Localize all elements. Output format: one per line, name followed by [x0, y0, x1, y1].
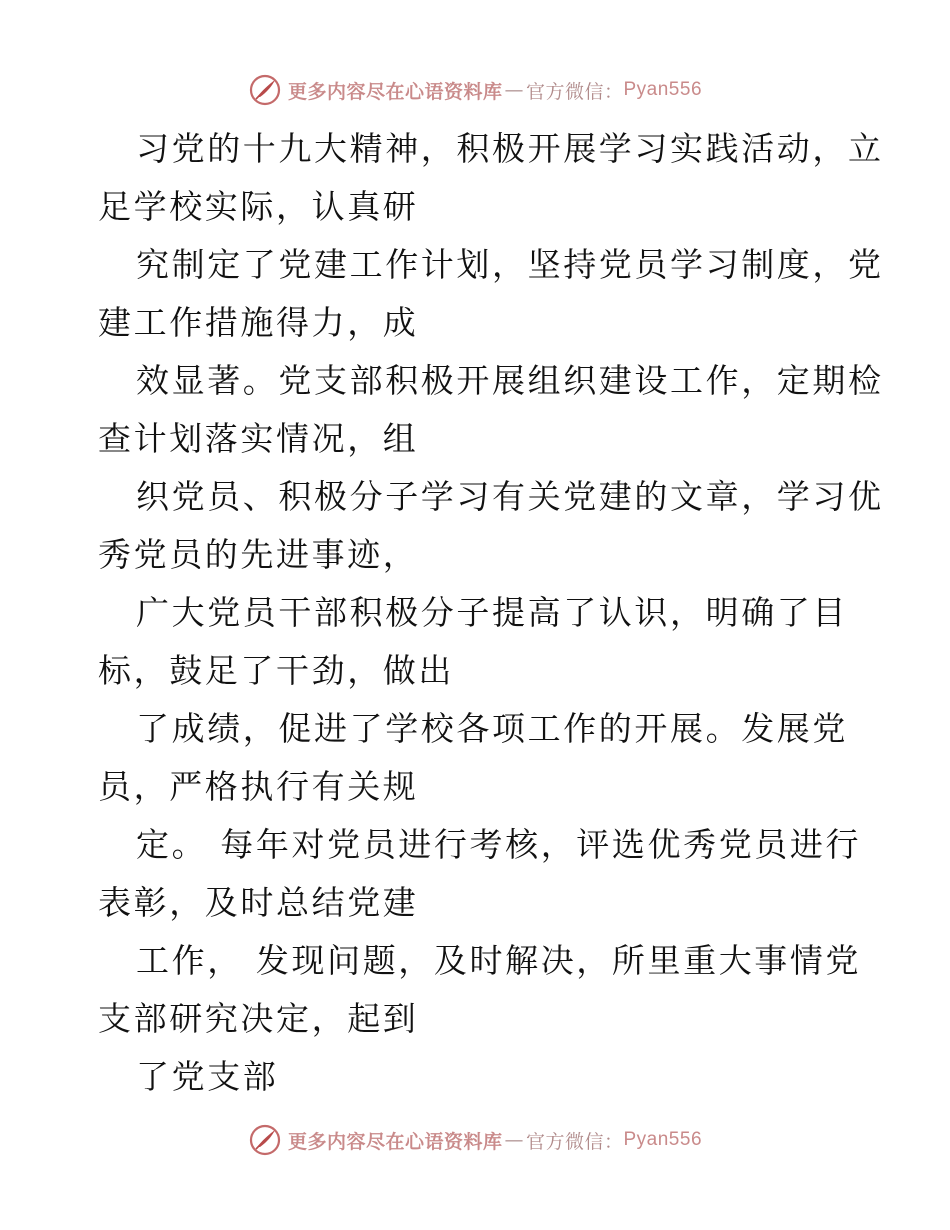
body-line: 查计划落实情况，组	[98, 419, 419, 458]
body-line: 了党支部	[136, 1057, 279, 1096]
body-line: 究制定了党建工作计划，坚持党员学习制度，党	[136, 245, 884, 284]
watermark-main-text: 更多内容尽在心语资料库	[287, 80, 503, 103]
header-watermark	[0, 70, 950, 110]
body-line: 秀党员的先进事迹，	[98, 535, 419, 574]
body-line: 足学校实际，认真研	[98, 187, 419, 226]
feather-circle-logo-icon	[248, 73, 282, 107]
feather-circle-logo-icon	[248, 1123, 282, 1157]
body-line: 了成绩，促进了学校各项工作的开展。发展党	[136, 709, 848, 748]
body-line: 工作， 发现问题，及时解决，所里重大事情党	[136, 941, 862, 980]
body-line: 支部研究决定，起到	[98, 999, 419, 1038]
body-line: 定。 每年对党员进行考核，评选优秀党员进行	[136, 825, 862, 864]
watermark-separator: —	[504, 1129, 524, 1151]
body-line: 表彰，及时总结党建	[98, 883, 419, 922]
body-line: 织党员、积极分子学习有关党建的文章，学习优	[136, 477, 884, 516]
body-line: 效显著。党支部积极开展组织建设工作，定期检	[136, 361, 884, 400]
body-line: 建工作措施得力，成	[98, 303, 419, 342]
watermark-label: 官方微信：	[525, 1130, 624, 1153]
body-line: 广大党员干部积极分子提高了认识，明确了目	[136, 593, 848, 632]
footer-watermark	[0, 1120, 950, 1160]
watermark-separator: —	[504, 79, 524, 101]
body-line: 习党的十九大精神，积极开展学习实践活动，立	[136, 129, 884, 168]
body-line: 员，严格执行有关规	[98, 767, 419, 806]
watermark-wechat-id: Pyan556	[623, 1129, 703, 1150]
watermark-wechat-id: Pyan556	[623, 79, 703, 100]
document-body	[98, 120, 884, 1106]
body-line: 标，鼓足了干劲，做出	[98, 651, 454, 690]
watermark-label: 官方微信：	[525, 80, 624, 103]
watermark-main-text: 更多内容尽在心语资料库	[287, 1130, 503, 1153]
